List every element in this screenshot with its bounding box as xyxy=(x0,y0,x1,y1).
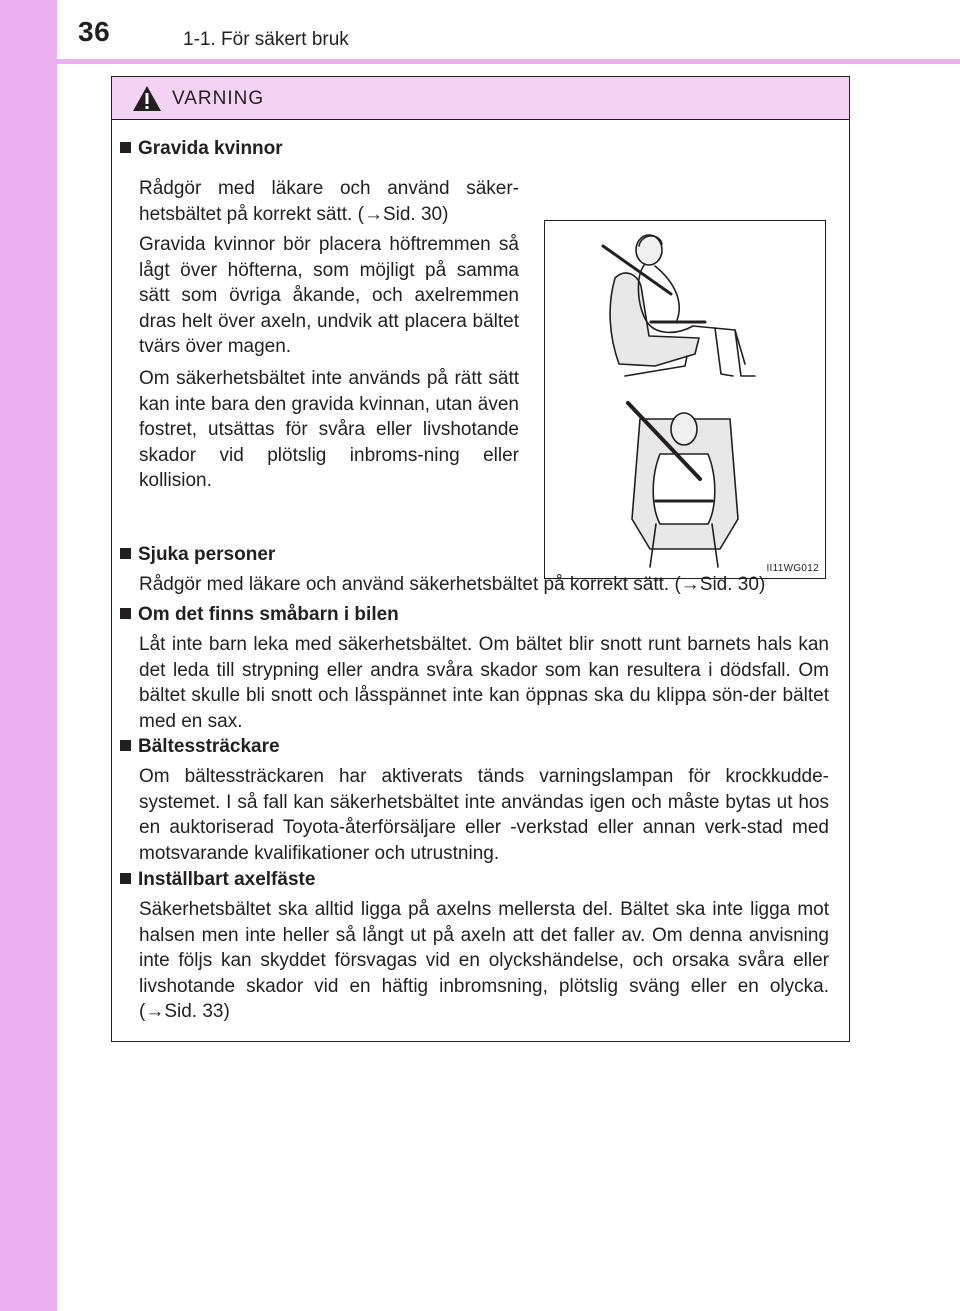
paragraph: Rådgör med läkare och använd säkerhetsbältet på korrekt sätt. (→Sid. 30) xyxy=(139,574,766,595)
warning-triangle-icon xyxy=(132,85,162,112)
warning-box xyxy=(111,76,850,1042)
heading-belt-pretensioner: Bältessträckare xyxy=(120,736,280,758)
header-rule xyxy=(57,59,960,64)
bullet-square-icon xyxy=(120,608,131,619)
paragraph: Om bältessträckaren har aktiverats tänds varningslampan för krockkudde-systemet. I så fall kan säkerhetsbältet inte användas igen och måste bytas ut hos en auktoriserad Toyota-återförsäljare eller -verkstad eller annan verk-stad med motsvarande kvalifikationer och utrustning. xyxy=(139,766,829,864)
illustration-figure xyxy=(544,220,826,579)
figure-code: II11WG012 xyxy=(766,563,819,574)
paragraph: Rådgör med läkare och använd säker-hetsbältet på korrekt sätt. (→Sid. 30) xyxy=(139,178,519,225)
bullet-square-icon xyxy=(120,142,131,153)
seated-pregnant-woman-side-illustration xyxy=(595,226,775,386)
heading-adjustable-shoulder-anchor: Inställbart axelfäste xyxy=(120,869,315,891)
bullet-square-icon xyxy=(120,548,131,559)
bullet-square-icon xyxy=(120,740,131,751)
paragraph: Om säkerhetsbältet inte används på rätt sätt kan inte bara den gravida kvinnan, utan även fostret, utsättas för svåra eller livshotande skador vid plötslig inbroms-ning eller kollision. xyxy=(139,368,519,491)
seated-pregnant-woman-front-illustration xyxy=(620,399,750,569)
heading-pregnant-women: Gravida kvinnor xyxy=(120,138,283,160)
side-tab xyxy=(0,0,57,1311)
heading-sick-persons: Sjuka personer xyxy=(120,544,275,566)
warning-title: VARNING xyxy=(172,88,265,109)
paragraph: Säkerhetsbältet ska alltid ligga på axelns mellersta del. Bältet ska inte ligga mot halsen men inte heller så långt ut på axeln att det faller av. Om denna anvisning inte följs kan skyddet försvagas vid en olyckshändelse, och orsaka svåra eller livshotande skador vid en häftig inbromsning, plötslig sväng eller en olycka. (→Sid. 33) xyxy=(139,899,829,1022)
warning-header xyxy=(112,77,849,120)
page-number: 36 xyxy=(78,16,111,47)
paragraph: Gravida kvinnor bör placera höftremmen så lågt över höfterna, som möjligt på samma sätt som övriga åkande, och axelremmen dras helt över axeln, undvik att placera bältet tvärs över magen. xyxy=(139,234,519,357)
section-title: 1-1. För säkert bruk xyxy=(183,29,349,50)
heading-small-children: Om det finns småbarn i bilen xyxy=(120,604,399,626)
bullet-square-icon xyxy=(120,873,131,884)
paragraph: Låt inte barn leka med säkerhetsbältet. Om bältet blir snott runt barnets hals kan det leda till strypning eller andra svåra skador som kan resultera i dödsfall. Om bältet skulle bli snott och låsspännet inte kan öppnas ska du klippa sön-der bältet med en sax. xyxy=(139,634,829,732)
